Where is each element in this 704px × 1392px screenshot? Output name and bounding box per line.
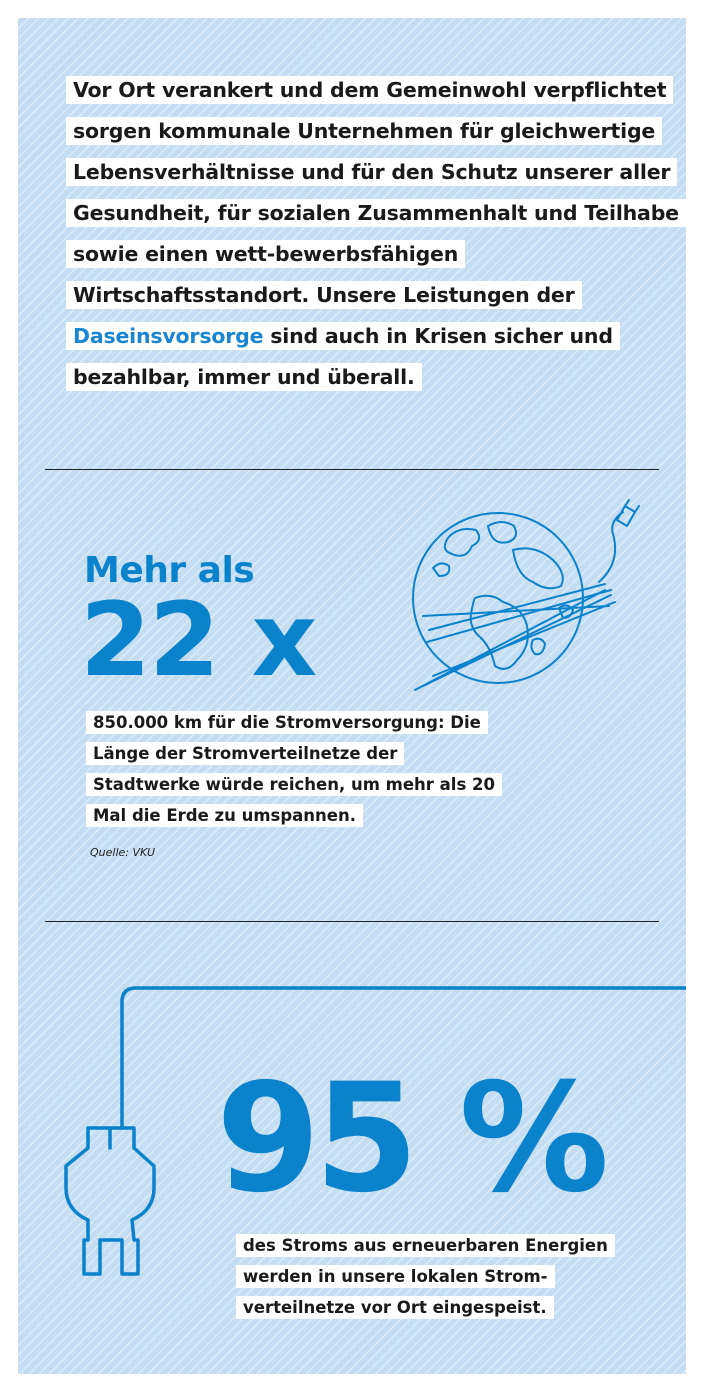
fact2-text: des Stroms aus erneuerbaren Energien werden in unsere lokalen Strom-verteilnetze vor Ort eingespeist. [236,1234,615,1319]
fact1-prefix: Mehr als [84,550,255,591]
divider-bottom [45,921,659,922]
divider-top [45,469,659,470]
fact1-text: 850.000 km für die Stromversorgung: Die Länge der Stromverteilnetze der Stadtwerke würde reichen, um mehr als 20 Mal die Erde zu umspannen. [86,711,502,827]
fact1-number: 22 x [80,581,316,700]
daseinsvorsorge-link[interactable]: Daseinsvorsorge [73,324,264,348]
intro-text-highlight [66,76,686,391]
fact1-text-block [86,707,506,831]
fact2-text-block [236,1230,656,1323]
fact2-description [236,1230,656,1323]
fact1-description [86,707,506,831]
source-note: Quelle: VKU [90,846,156,859]
globe-with-cable-icon [393,498,653,688]
intro-text-before-link: Vor Ort verankert und dem Gemeinwohl verpflichtet sorgen kommunale Unternehmen für gleichwertige Lebensverhältnisse und für den Schutz unserer aller Gesundheit, für sozialen Zusammenhalt und Teilhabe sowie einen wett-bewerbsfähigen Wirtschaftsstandort. Unsere Leistungen der [73,78,679,307]
fact2-number: 95 % [216,1052,604,1226]
infographic-panel [18,18,686,1374]
intro-paragraph [66,70,686,398]
intro-text-after-link: sind auch in Krisen sicher und bezahlbar, immer und überall. [73,324,613,389]
intro-text-block [66,70,686,398]
